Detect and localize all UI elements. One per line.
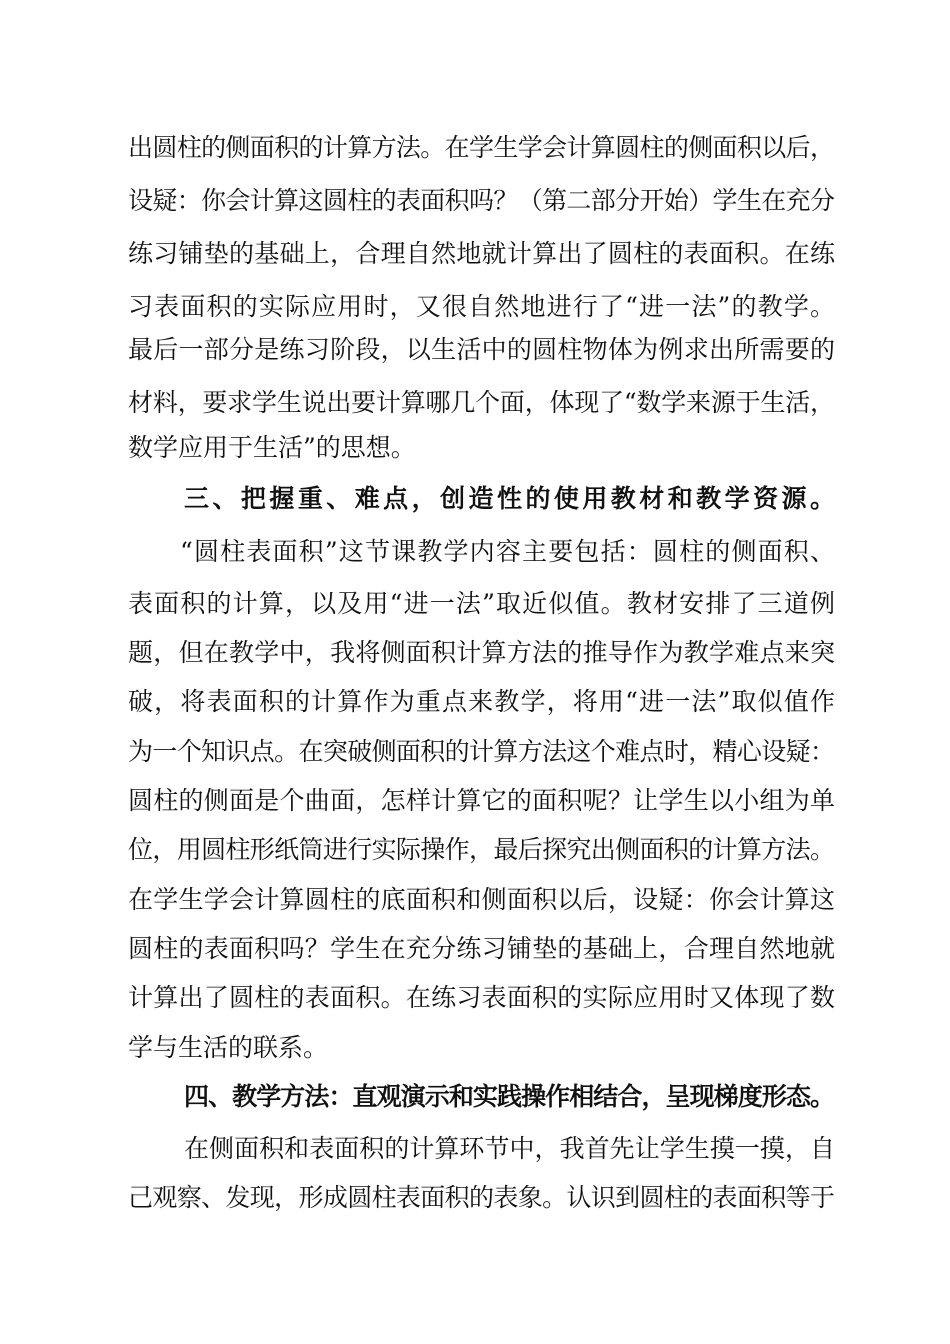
line-text: 题，但在教学中，我将侧面积计算方法的推导作为教学难点来突	[128, 638, 836, 667]
line-text: “圆柱表面积”这节课教学内容主要包括：圆柱的侧面积、	[180, 537, 837, 566]
line-text: 在侧面积和表面积的计算环节中，我首先让学生摸一摸，自	[184, 1134, 836, 1163]
text-line-15	[0, 830, 950, 870]
text-line-5	[0, 330, 950, 370]
text-line-21	[0, 1129, 950, 1169]
line-text: 为一个知识点。在突破侧面积的计算方法这个难点时，精心设疑：	[128, 737, 835, 766]
text-line-16	[0, 880, 950, 920]
line-text: 在学生学会计算圆柱的底面积和侧面积以后，设疑：你会计算这	[128, 885, 836, 914]
heading-text: 四、教学方法：直观演示和实践操作相结合，呈现梯度形态。	[184, 1082, 835, 1111]
text-line-13	[0, 732, 950, 772]
text-line-2	[0, 181, 950, 221]
text-line-17	[0, 929, 950, 969]
line-text: 出圆柱的侧面积的计算方法。在学生学会计算圆柱的侧面积以后，	[128, 133, 835, 162]
line-text: 位，用圆柱形纸筒进行实际操作，最后探究出侧面积的计算方法。	[128, 835, 835, 864]
text-line-11	[0, 633, 950, 673]
line-text: 计算出了圆柱的表面积。在练习表面积的实际应用时又体现了数	[128, 983, 836, 1012]
text-line-18	[0, 978, 950, 1018]
text-line-10	[0, 584, 950, 624]
line-text: 表面积的计算，以及用“进一法”取近似值。教材安排了三道例	[128, 589, 837, 618]
text-line-6	[0, 383, 950, 423]
line-text: 破，将表面积的计算作为重点来教学，将用“进一法”取似值作	[128, 687, 837, 716]
text-line-4	[0, 287, 950, 327]
text-line-9	[0, 532, 950, 572]
line-text: 习表面积的实际应用时，又很自然地进行了“进一法”的教学。	[128, 292, 837, 321]
text-line-1	[0, 128, 950, 168]
text-line-19	[0, 1028, 950, 1068]
text-line-12	[0, 682, 950, 722]
line-text: 圆柱的表面积吗？学生在充分练习铺垫的基础上，合理自然地就	[128, 934, 836, 963]
text-line-3	[0, 234, 950, 274]
text-line-7	[0, 428, 950, 468]
line-text: 设疑：你会计算这圆柱的表面积吗？（第二部分开始）学生在充分	[128, 186, 835, 215]
line-text: 圆柱的侧面是个曲面，怎样计算它的面积呢？让学生以小组为单	[128, 786, 836, 815]
line-text: 学与生活的联系。	[128, 1033, 329, 1062]
line-text: 最后一部分是练习阶段，以生活中的圆柱物体为例求出所需要的	[128, 335, 836, 364]
line-text: 材料，要求学生说出要计算哪几个面，体现了“数学来源于生活，	[128, 388, 835, 417]
section-heading-4	[0, 1077, 950, 1117]
line-text: 己观察、发现，形成圆柱表面积的表象。认识到圆柱的表面积等于	[128, 1183, 835, 1212]
text-line-22	[0, 1178, 950, 1218]
heading-text: 三、把握重、难点，创造性的使用教材和教学资源。	[184, 484, 839, 513]
section-heading-3	[0, 479, 950, 519]
line-text: 练习铺垫的基础上，合理自然地就计算出了圆柱的表面积。在练	[128, 239, 836, 268]
line-text: 数学应用于生活”的思想。	[128, 433, 416, 462]
text-line-14	[0, 781, 950, 821]
